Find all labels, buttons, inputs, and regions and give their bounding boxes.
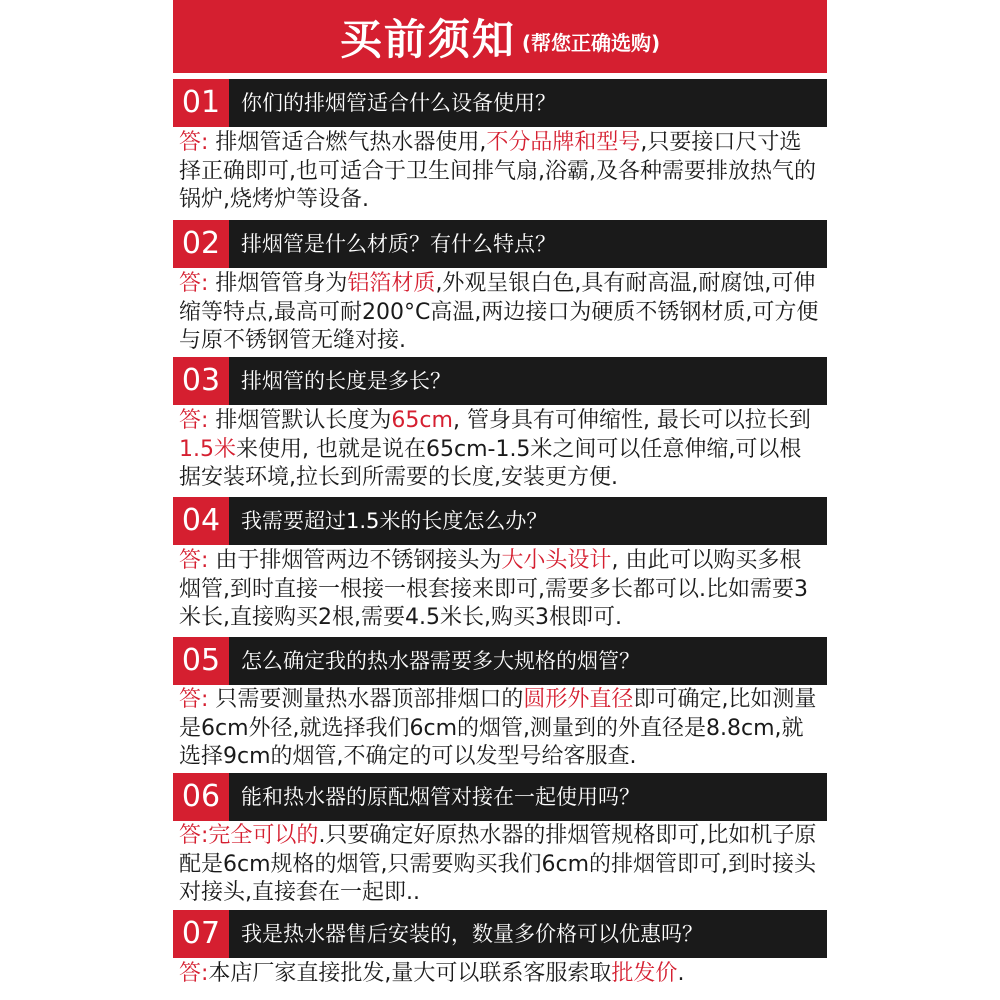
answer-05 (179, 686, 819, 772)
answer-highlight: 铝箔材质 (347, 271, 436, 296)
answer-06 (179, 822, 819, 908)
answer-segment: .只要确定好原热水器的排烟管规格即可,比如机子原配是6cm规格的烟管,只需要购买我们6cm的排烟管即可,到时接头对接头,直接套在一起即.. (179, 823, 817, 905)
question-text: 排烟管的长度是多长？ (241, 369, 451, 393)
question-text: 排烟管是什么材质？有什么特点？ (241, 232, 556, 256)
answer-segment: , 管身具有可伸缩性, 最长可以拉长到 (452, 408, 811, 433)
answer-segment: ,外观呈银白色,具有耐高温,耐腐蚀,可伸缩等特点,最高可耐200°C高温,两边接口为硬质不锈钢材质,可方便与原不锈钢管无缝对接. (179, 271, 819, 353)
question-bar-03 (173, 357, 827, 405)
question-bar-01 (173, 79, 827, 127)
faq-page (173, 0, 827, 1000)
answer-highlight: 65cm (391, 408, 453, 433)
question-number: 03 (173, 357, 229, 405)
answer-segment: . (677, 961, 685, 986)
answer-highlight: 答: (179, 687, 216, 712)
answer-segment: 即可确定,比如测量是6cm外径,就选择我们6cm的烟管,测量到的外直径是8.8cm,就选择9cm的烟管,不确定的可以发型号给客服查. (179, 687, 817, 769)
question-bar-02 (173, 220, 827, 268)
question-bar-06 (173, 773, 827, 821)
answer-highlight: 批发价 (611, 961, 678, 986)
question-bar-04 (173, 497, 827, 545)
answer-segment: 来使用, 也就是说在65cm-1.5米之间可以任意伸缩,可以根据安装环境,拉长到所需要的长度,安装更方便. (179, 436, 802, 490)
answer-02 (179, 270, 819, 356)
answer-highlight: 圆形外直径 (523, 687, 634, 712)
question-text: 我需要超过1.5米的长度怎么办？ (241, 509, 548, 533)
answer-highlight: 不分品牌和型号 (486, 130, 641, 155)
answer-highlight: 答: (179, 271, 216, 296)
answer-07 (179, 960, 819, 989)
answer-highlight: 完全可以的 (208, 823, 319, 848)
answer-highlight: 答: (179, 823, 209, 848)
question-text: 你们的排烟管适合什么设备使用？ (241, 91, 556, 115)
answer-segment: 由于排烟管两边不锈钢接头为 (215, 548, 502, 573)
question-number: 05 (173, 637, 229, 685)
answer-highlight: 答: (179, 548, 216, 573)
question-text: 能和热水器的原配烟管对接在一起使用吗？ (241, 785, 640, 809)
question-text: 我是热水器售后安装的，数量多价格可以优惠吗？ (241, 922, 703, 946)
question-text: 怎么确定我的热水器需要多大规格的烟管？ (241, 649, 640, 673)
answer-03 (179, 407, 819, 493)
question-number: 02 (173, 220, 229, 268)
answer-01 (179, 129, 819, 215)
answer-segment: ,只要接口尺寸选择正确即可,也可适合于卫生间排气扇,浴霸,及各种需要排放热气的锅炉,烧烤炉等设备. (179, 130, 816, 212)
question-bar-07 (173, 910, 827, 958)
answer-highlight: 答: (179, 408, 216, 433)
answer-segment: 本店厂家直接批发,量大可以联系客服索取 (208, 961, 612, 986)
page-header (173, 0, 827, 73)
answer-segment: , 由此可以购买多根烟管,到时直接一根接一根套接来即可,需要多长都可以.比如需要3米长,直接购买2根,需要4.5米长,购买3根即可. (179, 548, 808, 630)
answer-highlight: 答: (179, 961, 209, 986)
question-number: 06 (173, 773, 229, 821)
answer-segment: 排烟管管身为 (215, 271, 348, 296)
answer-highlight: 大小头设计 (501, 548, 612, 573)
question-number: 07 (173, 910, 229, 958)
question-number: 04 (173, 497, 229, 545)
question-number: 01 (173, 79, 229, 127)
answer-segment: 排烟管默认长度为 (215, 408, 392, 433)
answer-segment: 排烟管适合燃气热水器使用, (215, 130, 487, 155)
answer-highlight: 答: (179, 130, 216, 155)
question-bar-05 (173, 637, 827, 685)
answer-04 (179, 547, 819, 633)
page-title: 买前须知 (339, 14, 516, 64)
answer-segment: 只需要测量热水器顶部排烟口的 (215, 687, 524, 712)
page-subtitle: (帮您正确选购) (521, 31, 661, 55)
answer-highlight: 1.5米 (179, 436, 236, 462)
